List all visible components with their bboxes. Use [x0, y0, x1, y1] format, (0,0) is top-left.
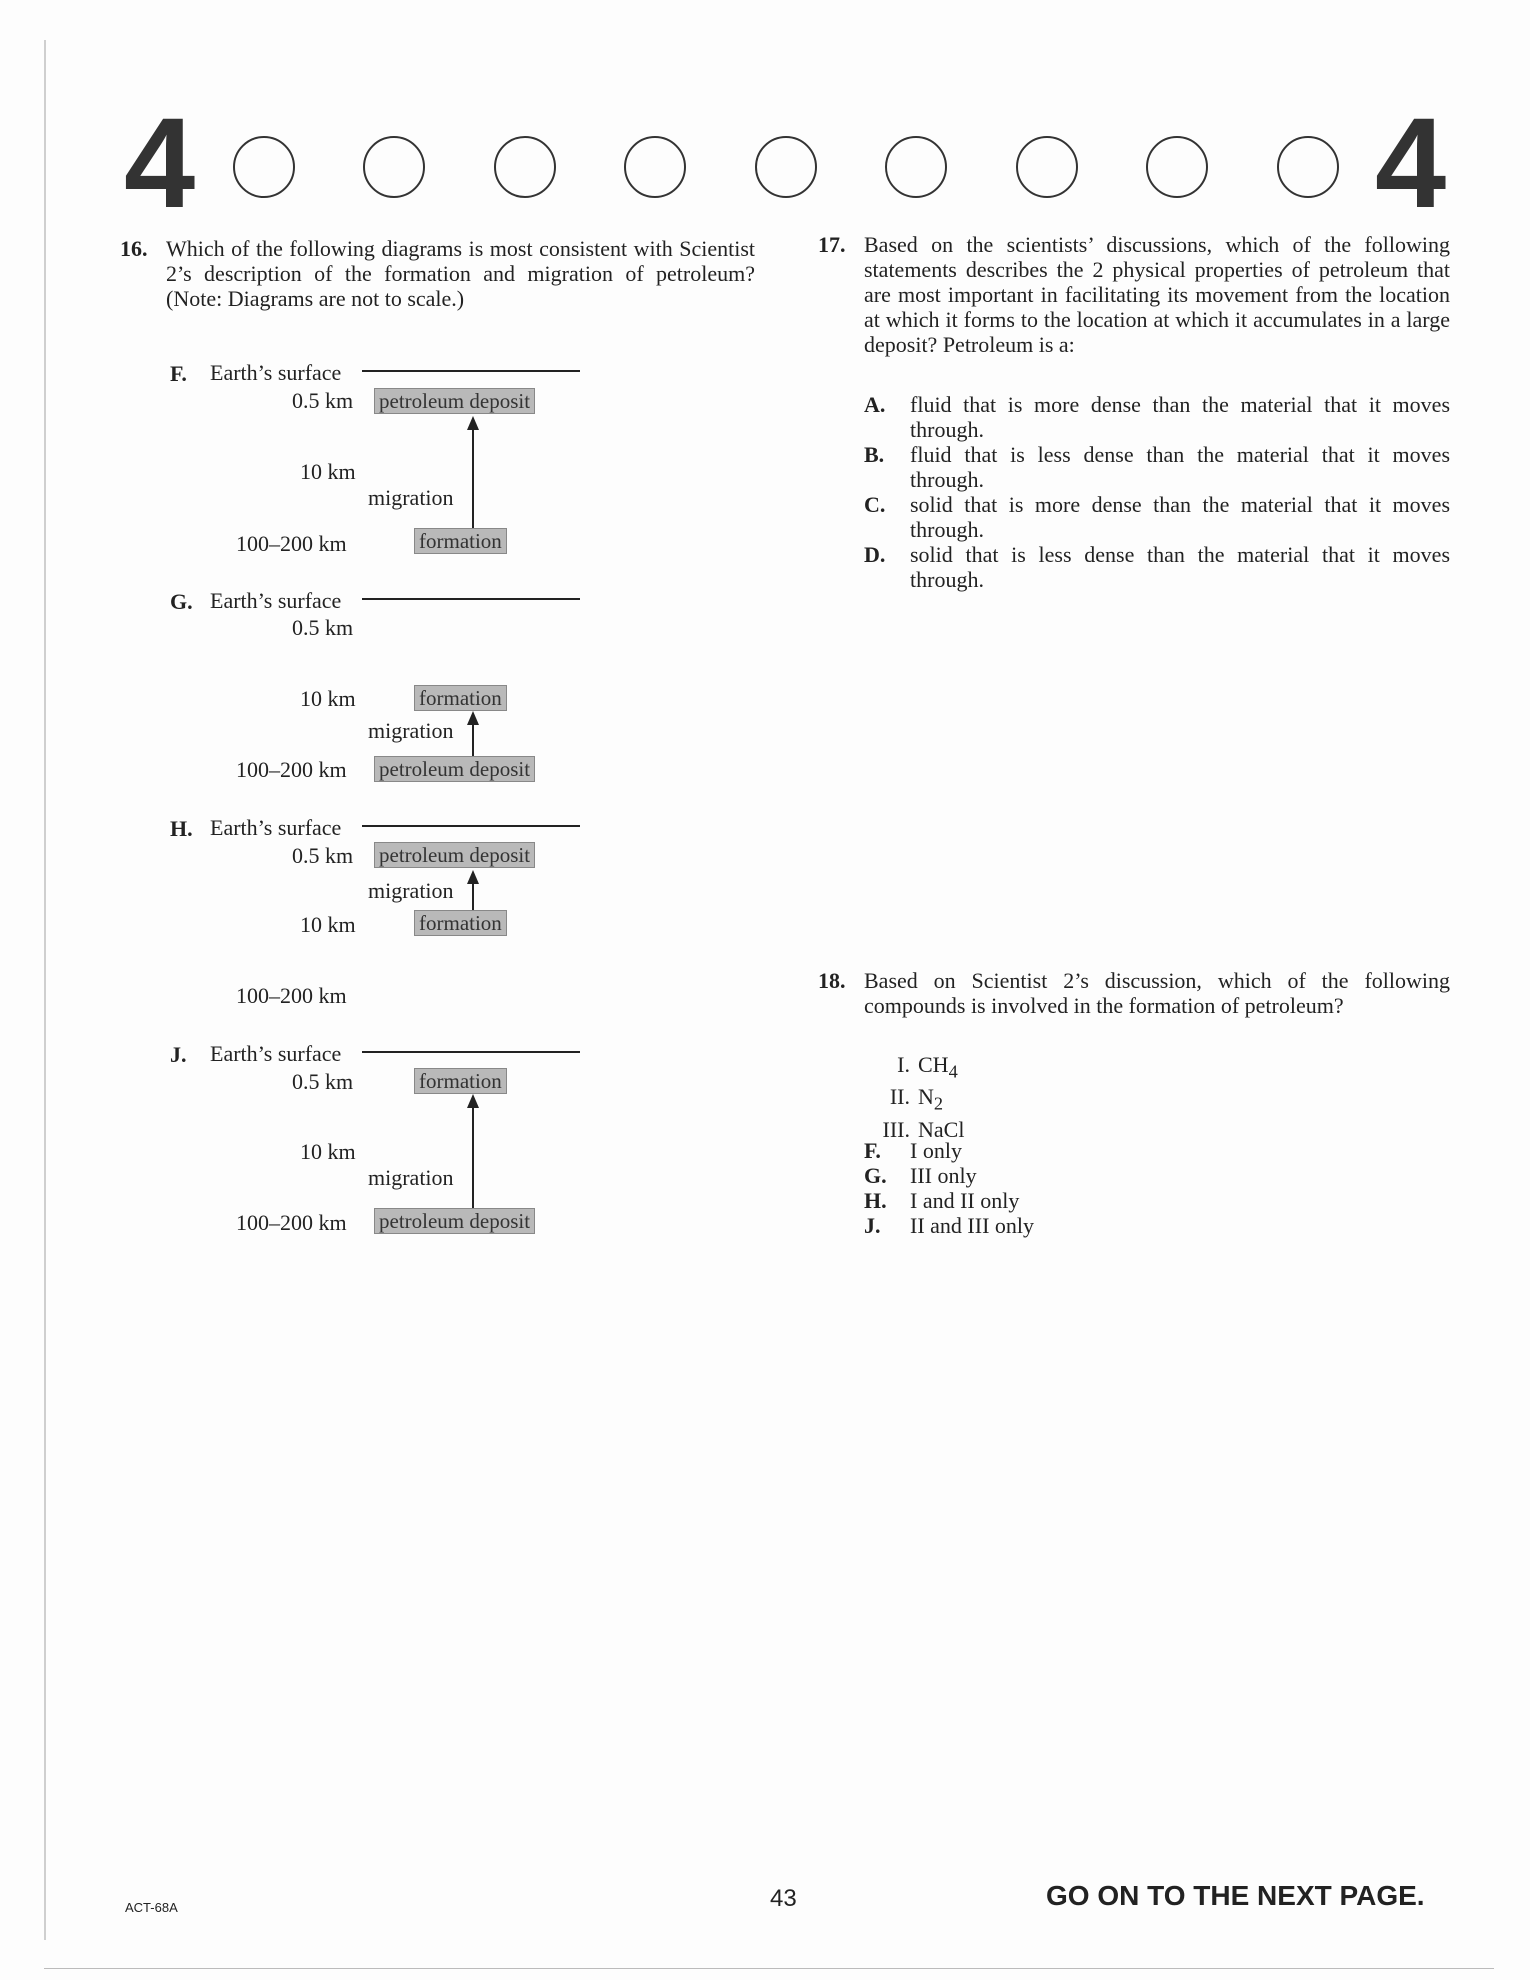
- label-depth: 0.5 km: [292, 615, 354, 640]
- next-page-notice: GO ON TO THE NEXT PAGE.: [1046, 1880, 1425, 1911]
- option-text: solid that is less dense than the material that it moves through.: [910, 542, 1450, 592]
- answer-option-g[interactable]: [864, 1163, 1264, 1188]
- header-circle-icon: [755, 136, 817, 198]
- label-surface: Earth’s surface: [210, 815, 342, 840]
- question-number: 16.: [120, 236, 148, 261]
- option-letter: J.: [864, 1213, 881, 1238]
- migration-line: [472, 882, 474, 912]
- section-number-right: 4: [1375, 92, 1447, 235]
- question-18-options: [864, 1138, 1264, 1238]
- surface-line: [362, 1051, 580, 1053]
- option-letter: H.: [864, 1188, 887, 1213]
- label-depth: 100–200 km: [236, 531, 347, 556]
- header-circle-icon: [494, 136, 556, 198]
- label-migration: migration: [368, 878, 454, 903]
- option-letter: C.: [864, 492, 886, 517]
- section-number-left: 4: [124, 92, 196, 235]
- compound-list: [870, 1052, 964, 1149]
- option-text: fluid that is less dense than the material that it moves through.: [910, 442, 1450, 492]
- label-depth: 10 km: [300, 686, 356, 711]
- option-letter: A.: [864, 392, 886, 417]
- header-circle-icon: [233, 136, 295, 198]
- compound-item: I. $CH_4$: [897, 1052, 958, 1082]
- form-code: ACT-68A: [125, 1900, 178, 1915]
- question-number: 17.: [818, 232, 846, 257]
- page-number: 43: [770, 1885, 797, 1912]
- formation-box: formation: [414, 910, 507, 936]
- migration-line: [472, 723, 474, 756]
- compound-item: III. NaCl: [882, 1116, 965, 1142]
- question-18: [818, 968, 1450, 1018]
- surface-line: [362, 370, 580, 372]
- option-letter: J.: [170, 1042, 187, 1067]
- label-surface: Earth’s surface: [210, 588, 342, 613]
- label-migration: migration: [368, 718, 454, 743]
- migration-line: [472, 428, 474, 528]
- label-depth: 100–200 km: [236, 757, 347, 782]
- label-depth: 10 km: [300, 1139, 356, 1164]
- left-margin-line: [44, 40, 46, 1940]
- header-circle-icon: [885, 136, 947, 198]
- label-depth: 100–200 km: [236, 1210, 347, 1235]
- question-17-options: [864, 392, 1450, 592]
- label-depth: 100–200 km: [236, 983, 347, 1008]
- question-text: Based on the scientists’ discussions, which of the following statements describes the 2 physical properties of petroleum that are most important in facilitating its movement from the location at which it forms to the location at which it accumulates in a large deposit? Petroleum is a:: [864, 232, 1450, 357]
- question-number: 18.: [818, 968, 846, 993]
- label-depth: 10 km: [300, 912, 356, 937]
- option-letter: D.: [864, 542, 886, 567]
- header-circle-icon: [1016, 136, 1078, 198]
- answer-option-f[interactable]: [864, 1138, 1264, 1163]
- formation-box: formation: [414, 1068, 507, 1094]
- bottom-rule: [44, 1968, 1494, 1969]
- answer-option-j[interactable]: [864, 1213, 1264, 1238]
- option-letter: F.: [864, 1138, 881, 1163]
- option-text: I and II only: [910, 1188, 1020, 1213]
- answer-option-c[interactable]: [864, 492, 1450, 542]
- label-depth: 10 km: [300, 459, 356, 484]
- label-migration: migration: [368, 485, 454, 510]
- compound-item: II. $N_2$: [889, 1084, 944, 1114]
- question-16: [120, 236, 755, 311]
- question-text: Which of the following diagrams is most consistent with Scientist 2’s description of the formation and migration of petroleum? (Note: Diagrams are not to scale.): [166, 236, 755, 311]
- answer-option-d[interactable]: [864, 542, 1450, 592]
- label-depth: 0.5 km: [292, 1069, 354, 1094]
- deposit-box: petroleum deposit: [374, 842, 535, 868]
- option-text: solid that is more dense than the material that it moves through.: [910, 492, 1450, 542]
- label-surface: Earth’s surface: [210, 360, 342, 385]
- deposit-box: petroleum deposit: [374, 756, 535, 782]
- deposit-box: petroleum deposit: [374, 388, 535, 414]
- option-text: II and III only: [910, 1213, 1035, 1238]
- option-letter: F.: [170, 361, 187, 386]
- answer-option-a[interactable]: [864, 392, 1450, 442]
- answer-option-h[interactable]: [864, 1188, 1264, 1213]
- label-migration: migration: [368, 1165, 454, 1190]
- header-circle-icon: [1277, 136, 1339, 198]
- migration-line: [472, 1106, 474, 1208]
- label-depth: 0.5 km: [292, 843, 354, 868]
- label-depth: 0.5 km: [292, 388, 354, 413]
- deposit-box: petroleum deposit: [374, 1208, 535, 1234]
- surface-line: [362, 825, 580, 827]
- answer-option-b[interactable]: [864, 442, 1450, 492]
- option-letter: B.: [864, 442, 885, 467]
- option-letter: G.: [864, 1163, 887, 1188]
- label-surface: Earth’s surface: [210, 1041, 342, 1066]
- option-letter: H.: [170, 816, 193, 841]
- header-circle-icon: [363, 136, 425, 198]
- header-circle-icon: [1146, 136, 1208, 198]
- formation-box: formation: [414, 528, 507, 554]
- formation-box: formation: [414, 685, 507, 711]
- option-text: III only: [910, 1163, 977, 1188]
- option-text: fluid that is more dense than the material that it moves through.: [910, 392, 1450, 442]
- question-17: [818, 232, 1450, 357]
- surface-line: [362, 598, 580, 600]
- header-circle-icon: [624, 136, 686, 198]
- option-text: I only: [910, 1138, 962, 1163]
- question-text: Based on Scientist 2’s discussion, which of the following compounds is involved in the formation of petroleum?: [864, 968, 1450, 1018]
- option-letter: G.: [170, 589, 193, 614]
